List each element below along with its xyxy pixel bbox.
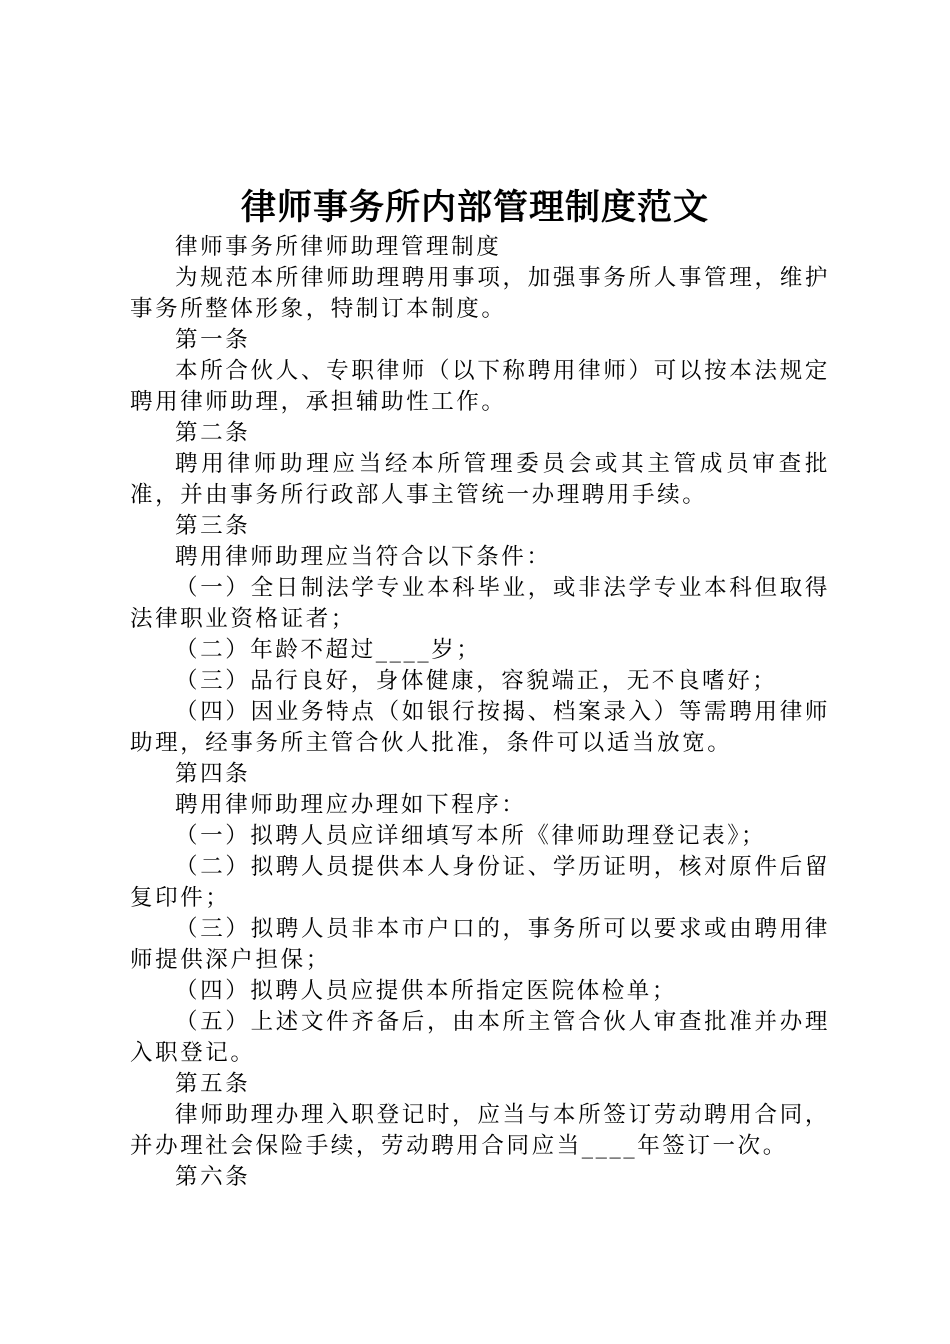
list-item: （三）拟聘人员非本市户口的，事务所可以要求或由聘用律师提供深户担保； — [130, 916, 830, 973]
document-body — [130, 232, 830, 1193]
paragraph: 聘用律师助理应办理如下程序： — [175, 792, 527, 818]
list-item: （三）品行良好，身体健康，容貌端正，无不良嗜好； — [175, 668, 778, 694]
list-item: （四）因业务特点（如银行按揭、档案录入）等需聘用律师助理，经事务所主管合伙人批准，条件可以适当放宽。 — [130, 699, 830, 756]
list-item: （四）拟聘人员应提供本所指定医院体检单； — [175, 978, 678, 1004]
article-heading-1: 第一条 — [175, 327, 251, 353]
list-item: （二）年龄不超过____岁； — [175, 637, 482, 663]
document-title: 律师事务所内部管理制度范文 — [240, 188, 709, 228]
paragraph: 律师助理办理入职登记时，应当与本所签订劳动聘用合同，并办理社会保险手续，劳动聘用合同应当____年签订一次。 — [130, 1102, 830, 1159]
paragraph-preamble: 为规范本所律师助理聘用事项，加强事务所人事管理，维护事务所整体形象，特制订本制度。 — [130, 265, 830, 322]
list-item: （一）全日制法学专业本科毕业，或非法学专业本科但取得法律职业资格证者； — [130, 575, 830, 632]
article-heading-5: 第五条 — [175, 1071, 251, 1097]
list-item: （一）拟聘人员应详细填写本所《律师助理登记表》； — [175, 823, 767, 849]
article-heading-4: 第四条 — [175, 761, 251, 787]
paragraph: 本所合伙人、专职律师（以下称聘用律师）可以按本法规定聘用律师助理，承担辅助性工作。 — [130, 358, 830, 415]
paragraph: 聘用律师助理应当经本所管理委员会或其主管成员审查批准，并由事务所行政部人事主管统一办理聘用手续。 — [130, 451, 830, 508]
list-item: （二）拟聘人员提供本人身份证、学历证明，核对原件后留复印件； — [130, 854, 830, 911]
article-heading-3: 第三条 — [175, 513, 251, 539]
list-item: （五）上述文件齐备后，由本所主管合伙人审查批准并办理入职登记。 — [130, 1009, 830, 1066]
paragraph-subtitle: 律师事务所律师助理管理制度 — [175, 234, 502, 260]
article-heading-2: 第二条 — [175, 420, 251, 446]
paragraph: 聘用律师助理应当符合以下条件： — [175, 544, 552, 570]
article-heading-6: 第六条 — [175, 1164, 251, 1190]
